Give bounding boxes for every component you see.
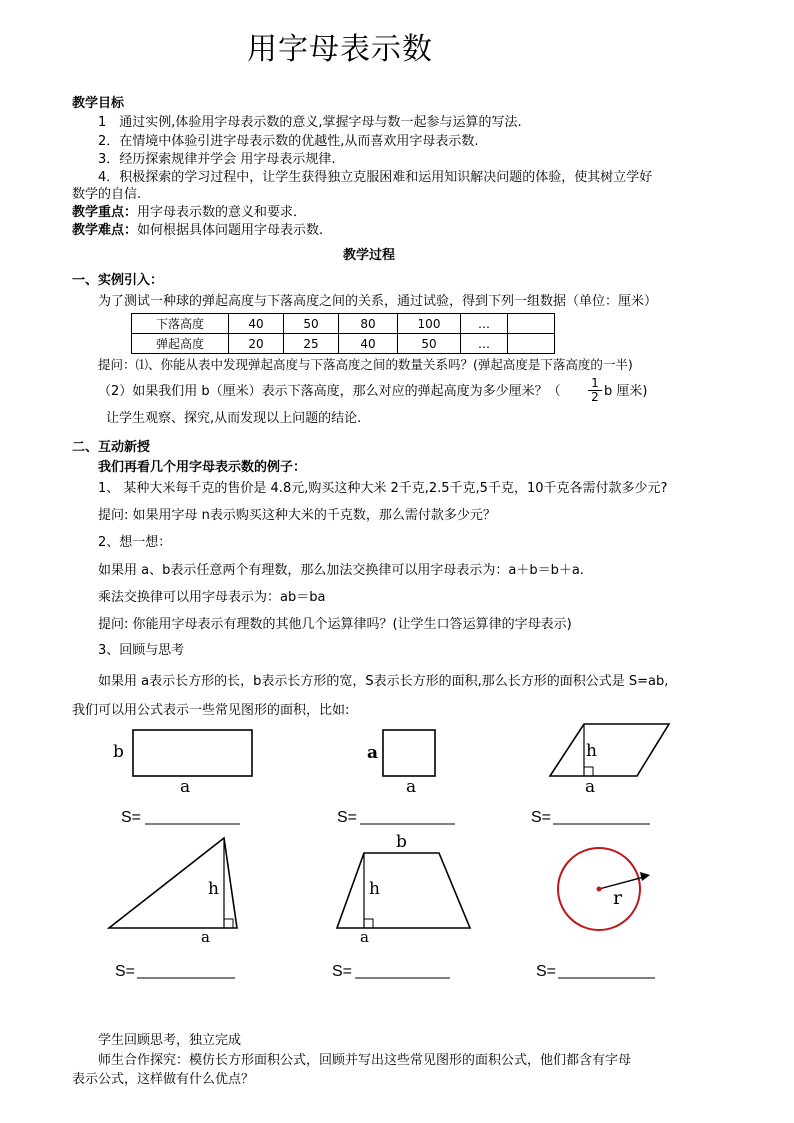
- closing-p3: 表示公式，这样做有什么优点？: [72, 1072, 255, 1087]
- circle-center-dot: [597, 887, 602, 892]
- square-bottom-label: a: [406, 777, 417, 797]
- objective-item-2: 2．在情境中体验引进字母表示数的优越性,从而喜欢用字母表示数.: [98, 134, 479, 149]
- table-cell: 弹起高度: [132, 334, 229, 354]
- area-label: S=: [536, 963, 557, 980]
- parallelogram-height-label: h: [586, 741, 597, 761]
- area-label: S=: [121, 809, 142, 826]
- section1-intro: 为了测试一种球的弹起高度与下落高度之间的关系，通过试验，得到下列一组数据（单位：厘米）: [98, 294, 658, 309]
- triangle-base-label: a: [201, 928, 210, 946]
- section2-p4: 如果用 a、b表示任意两个有理数，那么加法交换律可以用字母表示为：a＋b＝b＋a.: [98, 563, 584, 578]
- section2-p7: 3、回顾与思考: [98, 643, 185, 658]
- table-cell: 40: [339, 334, 398, 354]
- area-label: S=: [531, 809, 552, 826]
- parallelogram-shape: [550, 724, 669, 776]
- table-cell: 40: [229, 314, 284, 334]
- trapezoid-shape: [337, 853, 470, 928]
- section1-heading: 一、实例引入：: [72, 273, 164, 288]
- circle-radius-label: r: [613, 887, 623, 909]
- section2-p3: 2、想一想：: [98, 535, 172, 550]
- section2-heading: 二、互动新授: [72, 440, 151, 455]
- section2-p6: 提问: 你能用字母表示有理数的其他几个运算律吗？(让学生口答运算律的字母表示): [98, 617, 572, 632]
- process-heading: 教学过程: [343, 248, 396, 263]
- parallelogram-base-label: a: [585, 777, 596, 797]
- trapezoid-bottom-label: a: [360, 928, 369, 946]
- right-angle-mark: [584, 767, 593, 776]
- table-cell: …: [461, 314, 508, 334]
- difficulty-text: 如何根据具体问题用字母表示数.: [137, 223, 324, 238]
- key-point-text: 用字母表示数的意义和要求．: [137, 205, 307, 220]
- table-cell: 20: [229, 334, 284, 354]
- section2-p5: 乘法交换律可以用字母表示为：ab＝ba: [98, 590, 326, 605]
- right-angle-mark: [224, 919, 233, 928]
- objectives-heading: 教学目标: [72, 96, 125, 111]
- fraction-denominator: 2: [591, 390, 599, 404]
- rectangle-width-label: b: [113, 742, 124, 762]
- table-cell: 50: [398, 334, 461, 354]
- fraction-numerator: 1: [588, 377, 602, 391]
- objective-item-3: 3．经历探索规律并学会 用字母表示规律.: [98, 152, 336, 167]
- question-2-end: b 厘米): [604, 384, 648, 399]
- right-angle-mark: [364, 919, 373, 928]
- table-cell: 100: [398, 314, 461, 334]
- section2-p1: 1、 某种大米每千克的售价是 4.8元,购买这种大米 2千克,2.5千克,5千克，10千克各需付款多少元?: [98, 481, 668, 496]
- triangle-height-label: h: [208, 879, 219, 899]
- objective-item-1: 1 通过实例,体验用字母表示数的意义,掌握字母与数一起参与运算的写法.: [98, 115, 522, 130]
- question-2: （2）如果我们用 b（厘米）表示下落高度，那么对应的弹起高度为多少厘米？（: [98, 384, 561, 399]
- rectangle-length-label: a: [180, 777, 191, 797]
- rectangle-shape: [133, 730, 252, 776]
- objective-item-4: 4．积极探索的学习过程中，让学生获得独立克服困难和运用知识解决问题的体验，使其树立学好: [98, 170, 653, 185]
- table-cell: …: [461, 334, 508, 354]
- table-cell: 80: [339, 314, 398, 334]
- section2-p9: 我们可以用公式表示一些常见图形的面积，比如:: [72, 703, 350, 718]
- trapezoid-height-label: h: [369, 879, 380, 899]
- key-point-label: 教学重点：: [72, 205, 138, 220]
- section2-p8: 如果用 a表示长方形的长，b表示长方形的宽，S表示长方形的面积,那么长方形的面积公式是 S=ab,: [98, 674, 669, 689]
- square-side-label: a: [367, 743, 379, 763]
- square-shape: [383, 730, 435, 776]
- trapezoid-top-label: b: [396, 832, 407, 852]
- arrow-head-icon: [640, 872, 650, 881]
- table-cell: 50: [284, 314, 339, 334]
- table-cell: 25: [284, 334, 339, 354]
- section1-conclusion: 让学生观察、探究,从而发现以上问题的结论.: [106, 411, 362, 426]
- objective-item-4-cont: 数学的自信.: [72, 187, 142, 202]
- closing-p1: 学生回顾思考，独立完成: [98, 1033, 242, 1048]
- closing-p2: 师生合作探究：模仿长方形面积公式，回顾并写出这些常见图形的面积公式，他们都含有字母: [98, 1053, 632, 1068]
- section2-subheading: 我们再看几个用字母表示数的例子：: [98, 460, 307, 475]
- area-label: S=: [337, 809, 358, 826]
- page-title: 用字母表示数: [247, 32, 433, 67]
- difficulty-label: 教学难点：: [72, 223, 138, 238]
- table-cell: 下落高度: [132, 314, 229, 334]
- question-1: 提问：⑴、你能从表中发现弹起高度与下落高度之间的数量关系吗？(弹起高度是下落高度的一半): [98, 357, 633, 372]
- area-label: S=: [115, 963, 136, 980]
- area-label: S=: [332, 963, 353, 980]
- section2-p2: 提问: 如果用字母 n表示购买这种大米的千克数，那么需付款多少元？: [98, 508, 496, 523]
